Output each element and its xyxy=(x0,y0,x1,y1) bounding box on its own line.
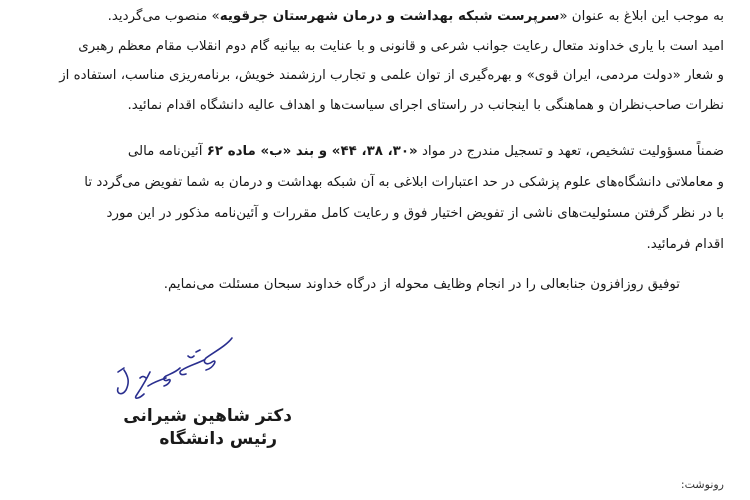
para2-line1-post: آئین‌نامه مالی xyxy=(127,144,207,159)
para2-line3-text: با در نظر گرفتن مسئولیت‌های ناشی از تفویض اختیار فوق و رعایت کامل مقررات و آئین‌نامه مذکور در این مورد xyxy=(106,206,724,221)
para2-line2-text: و معاملاتی دانشگاه‌های علوم پزشکی در حد اعتبارات ابلاغی به آن شبکه بهداشت و درمان به شما تفویض می‌گردد تا xyxy=(84,175,724,190)
para1-line3-text: نظرات صاحب‌نظران و هماهنگی با اینجانب در راستای اجرای سیاست‌ها و اهداف عالیه دانشگاه اقدام نمائید. xyxy=(127,98,724,113)
para2-line1 xyxy=(128,142,724,162)
intro-position-title: سرپرست شبکه بهداشت و درمان شهرستان جرقویه xyxy=(219,9,560,24)
closing-text: توفیق روزافزون جنابعالی را در انجام وظایف محوله از درگاه خداوند سبحان مسئلت می‌نمایم. xyxy=(163,277,680,292)
intro-line xyxy=(108,7,724,27)
para2-line3 xyxy=(107,204,724,224)
signatory-title: رئیس دانشگاه xyxy=(159,429,277,449)
intro-text-post: » منصوب می‌گردید. xyxy=(107,9,220,24)
signatory-name: دکتر شاهین شیرانی xyxy=(123,406,292,426)
para2-articles: «۳۰، ۳۸، ۴۴» و بند «ب» ماده ۶۲ xyxy=(206,144,418,159)
para1-line3 xyxy=(128,96,724,116)
para1-line2-text: و شعار «دولت مردمی، ایران قوی» و بهره‌گیری از توان علمی و تجارب ارزشمند خویش، برنامه‌ریزی مناسب، استفاده از xyxy=(59,68,724,83)
para1-line1 xyxy=(78,37,724,57)
para2-line1-pre: ضمناً مسؤولیت تشخیص، تعهد و تسجیل مندرج در مواد xyxy=(417,144,724,159)
para2-line2 xyxy=(84,173,724,193)
para2-line4 xyxy=(646,235,724,255)
para2-line4-text: اقدام فرمائید. xyxy=(646,237,724,252)
para1-line2 xyxy=(59,66,724,86)
intro-text-pre: به موجب این ابلاغ به عنوان « xyxy=(559,9,724,24)
closing-line xyxy=(164,275,680,295)
para1-line1-text: امید است با یاری خداوند متعال رعایت جوانب شرعی و قانونی و با عنایت به بیانیه گام دوم انقلاب مقام معظم رهبری xyxy=(78,39,724,54)
cc-label: رونوشت: xyxy=(680,478,724,491)
